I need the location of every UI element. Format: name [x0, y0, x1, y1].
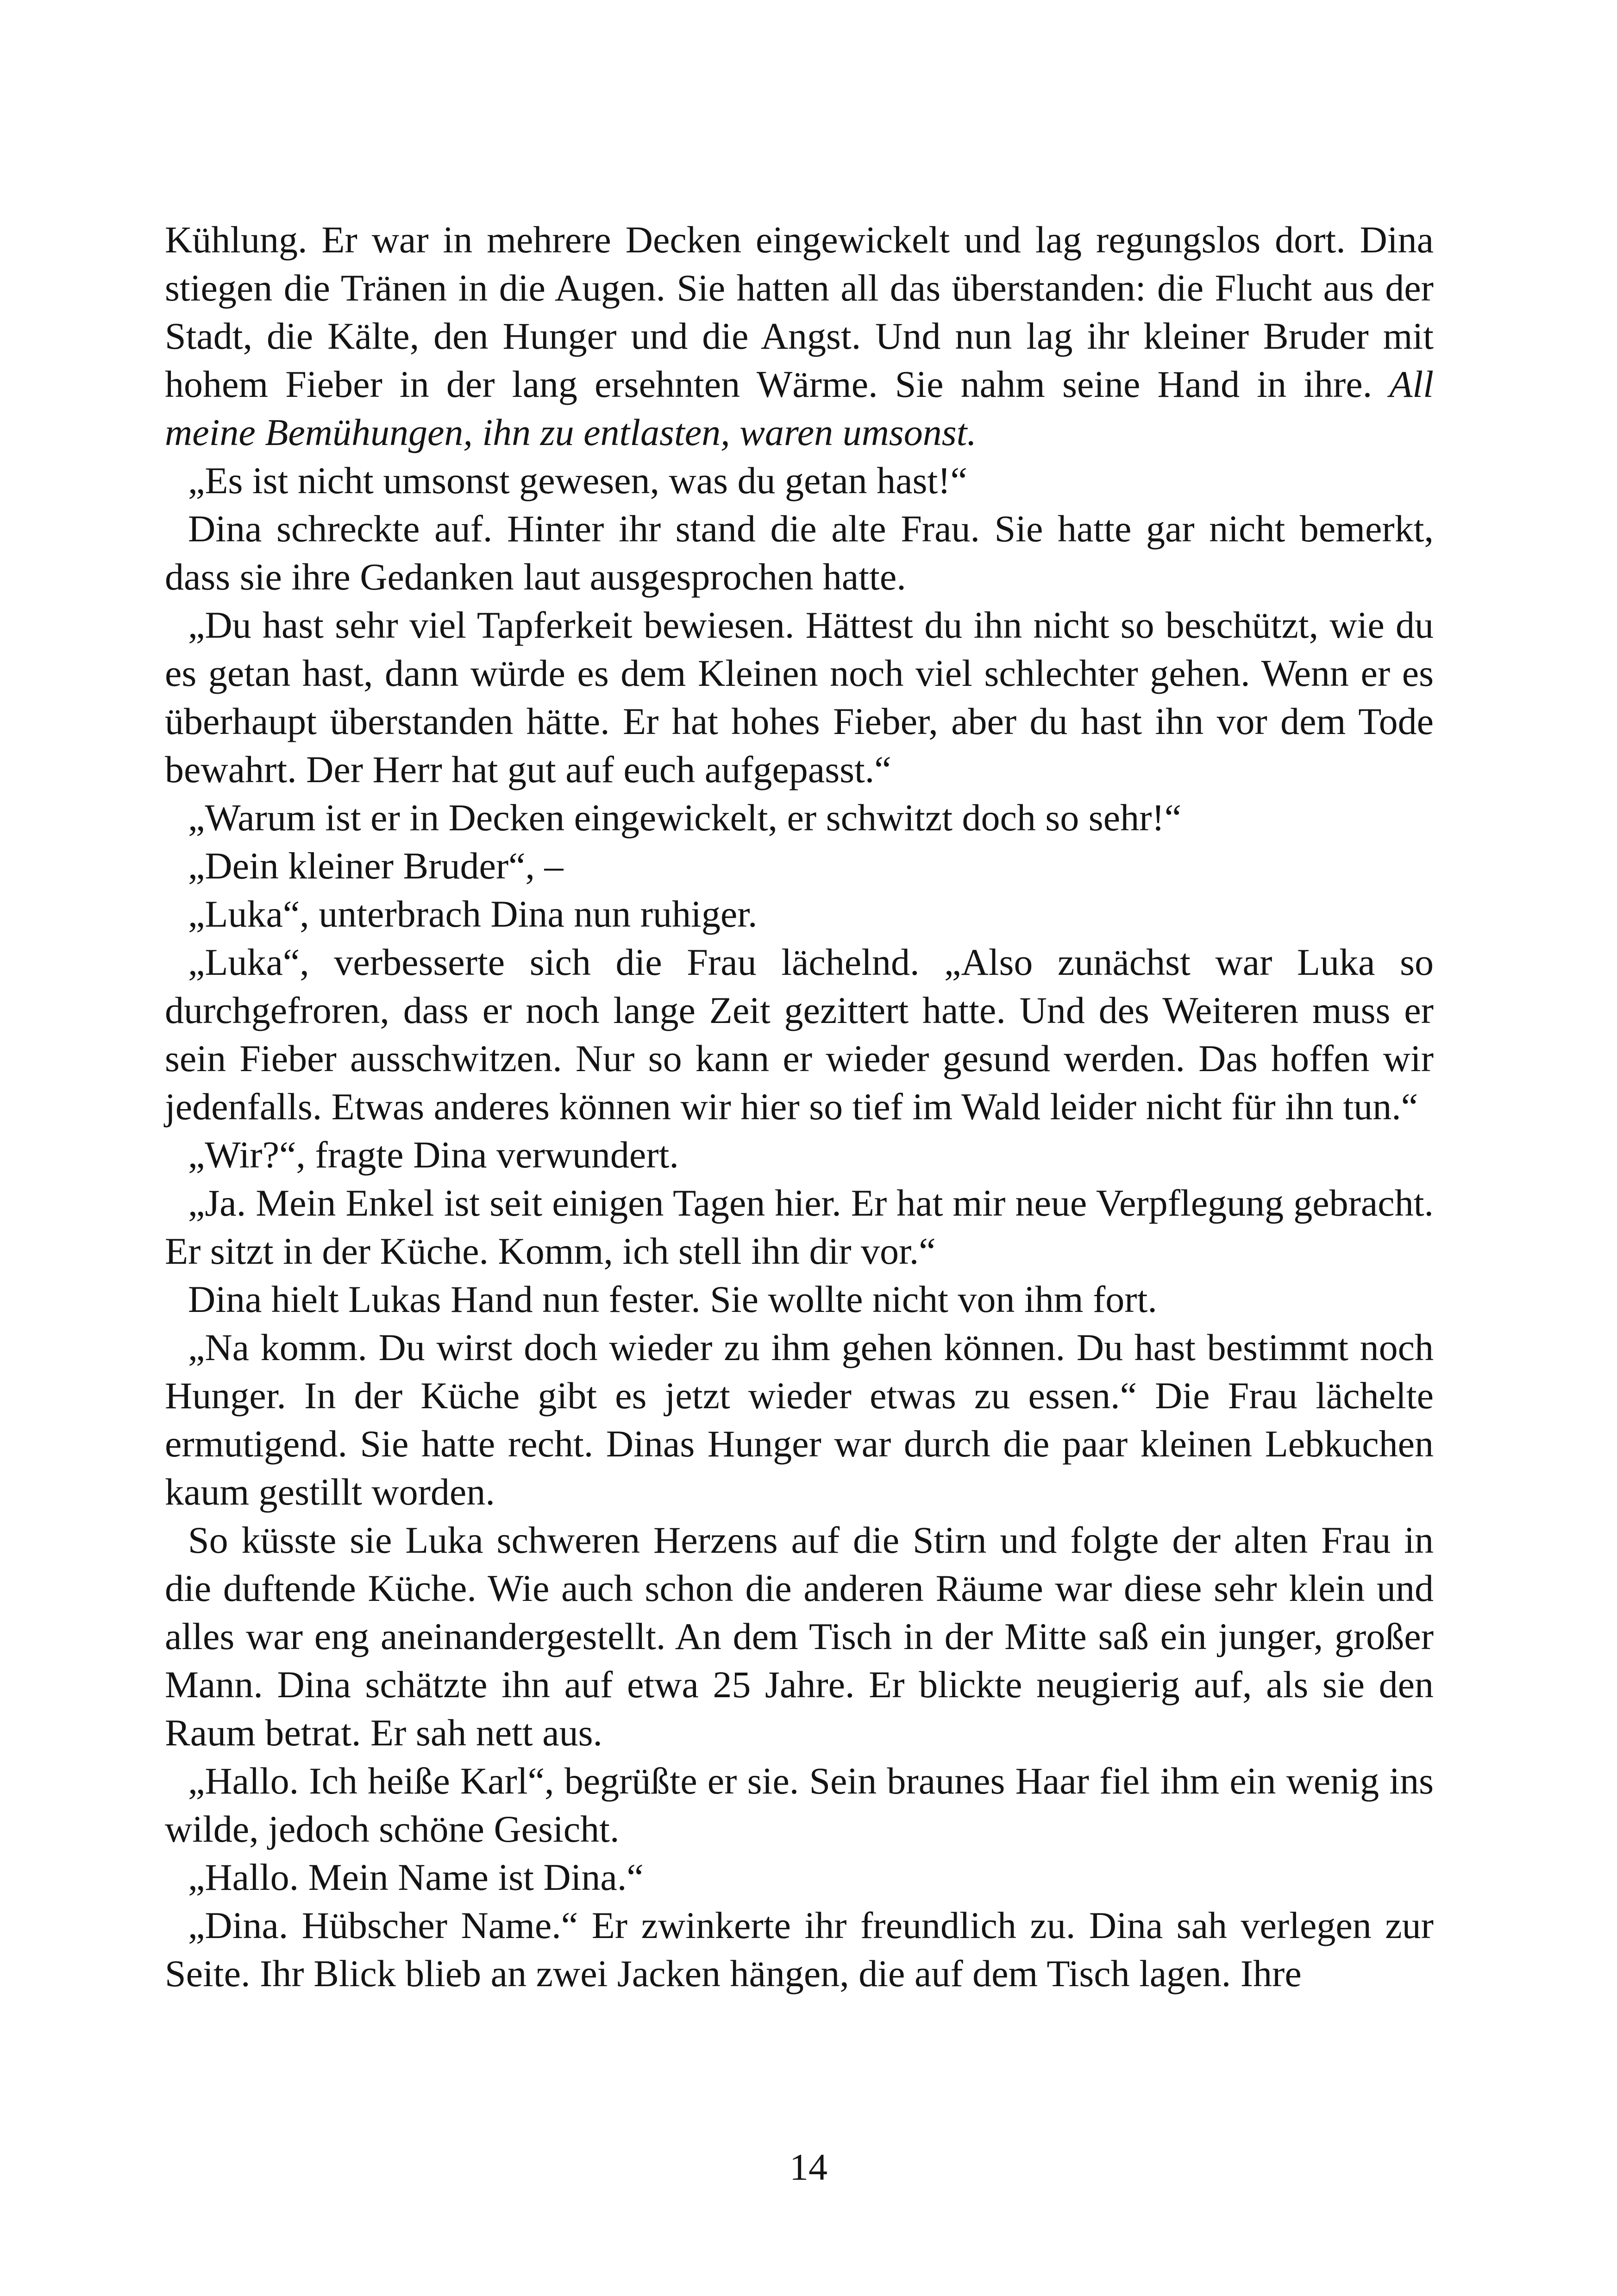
paragraph: Dina hielt Lukas Hand nun fester. Sie wollte nicht von ihm fort. [188, 1278, 1157, 1320]
paragraph: „Na komm. Du wirst doch wieder zu ihm gehen können. Du hast bestimmt noch Hunger. In der Küche gibt es jetzt wieder etwas zu essen.“ Die Frau lächelte ermutigend. Sie hatte recht. Dinas Hunger war durch die paar kleinen Lebkuchen kaum gestillt worden. [165, 1326, 1434, 1513]
body-text [165, 216, 1434, 1998]
paragraph: „Warum ist er in Decken eingewickelt, er schwitzt doch so sehr!“ [188, 797, 1182, 839]
paragraph: „Wir?“, fragte Dina verwundert. [188, 1134, 679, 1176]
paragraph: „Dein kleiner Bruder“, – [188, 845, 564, 887]
page-number: 14 [790, 2146, 827, 2188]
paragraph: So küsste sie Luka schweren Herzens auf die Stirn und folgte der alten Frau in die duftende Küche. Wie auch schon die anderen Räume war diese sehr klein und alles war eng aneinandergestellt. An dem Tisch in der Mitte saß ein junger, großer Mann. Dina schätzte ihn auf etwa 25 Jahre. Er blickte neugierig auf, als sie den Raum betrat. Er sah nett aus. [165, 1519, 1434, 1754]
paragraph: Dina schreckte auf. Hinter ihr stand die alte Frau. Sie hatte gar nicht bemerkt, dass sie ihre Gedanken laut ausgesprochen hatte. [165, 508, 1434, 598]
paragraph: „Hallo. Mein Name ist Dina.“ [188, 1856, 644, 1898]
paragraph: „Luka“, unterbrach Dina nun ruhiger. [188, 893, 758, 935]
paragraph: „Es ist nicht umsonst gewesen, was du getan hast!“ [188, 459, 967, 502]
paragraph: „Dina. Hübscher Name.“ Er zwinkerte ihr freundlich zu. Dina sah verlegen zur Seite. Ihr Blick blieb an zwei Jacken hängen, die auf dem Tisch lagen. Ihre [165, 1904, 1434, 1995]
paragraph: „Ja. Mein Enkel ist seit einigen Tagen hier. Er hat mir neue Verpflegung gebracht. Er sitzt in der Küche. Komm, ich stell ihn dir vor.“ [165, 1182, 1434, 1272]
paragraph: Kühlung. Er war in mehrere Decken eingewickelt und lag regungslos dort. Dina stiegen die Tränen in die Augen. Sie hatten all das überstanden: die Flucht aus der Stadt, die Kälte, den Hunger und die Angst. Und nun lag ihr kleiner Bruder mit hohem Fieber in der lang ersehnten Wärme. Sie nahm seine Hand in ihre. All meine Bemühungen, ihn zu entlasten, waren umsonst. [165, 219, 1434, 453]
paragraph: „Hallo. Ich heiße Karl“, begrüßte er sie. Sein braunes Haar fiel ihm ein wenig ins wilde, jedoch schöne Gesicht. [165, 1760, 1434, 1850]
paragraph: „Du hast sehr viel Tapferkeit bewiesen. Hättest du ihn nicht so beschützt, wie du es getan hast, dann würde es dem Kleinen noch viel schlechter gehen. Wenn er es überhaupt überstanden hätte. Er hat hohes Fieber, aber du hast ihn vor dem Tode bewahrt. Der Herr hat gut auf euch aufgepasst.“ [165, 604, 1434, 790]
italic-thought: All meine Bemühungen, ihn zu entlasten, waren umsonst. [165, 363, 1434, 453]
paragraph: „Luka“, verbesserte sich die Frau lächelnd. „Also zunächst war Luka so durchgefroren, dass er noch lange Zeit gezittert hatte. Und des Weiteren muss er sein Fieber ausschwitzen. Nur so kann er wieder gesund werden. Das hoffen wir jedenfalls. Etwas anderes können wir hier so tief im Wald leider nicht für ihn tun.“ [165, 941, 1434, 1128]
